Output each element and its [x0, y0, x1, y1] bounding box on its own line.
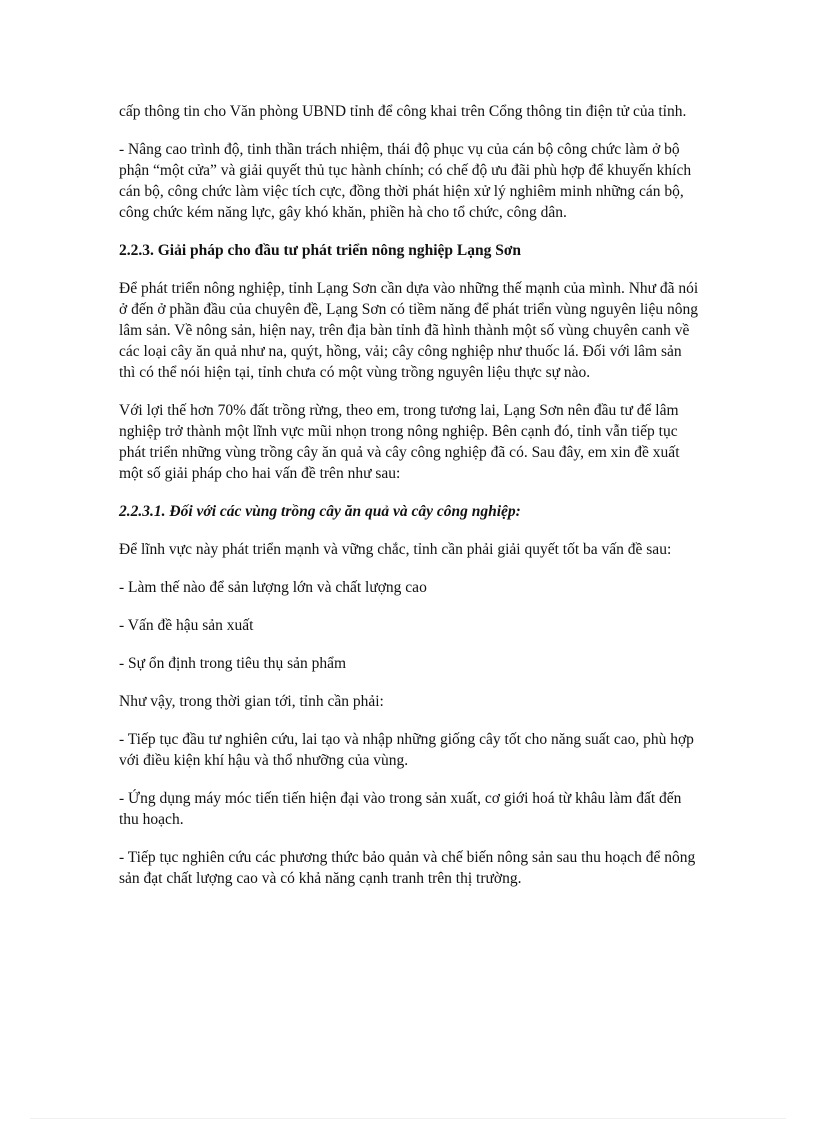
list-item-post-production: - Vấn đề hậu sản xuất [119, 617, 254, 634]
paragraph-three-issues: Để lĩnh vực này phát triển mạnh và vững chắc, tỉnh cần phải giải quyết tốt ba vấn đề sau: [119, 541, 672, 558]
paragraph-therefore: Như vậy, trong thời gian tới, tỉnh cần phải: [119, 693, 384, 710]
list-item-consumption: - Sự ổn định trong tiêu thụ sản phẩm [119, 655, 347, 672]
list-item-yield-quality: - Làm thế nào để sản lượng lớn và chất lượng cao [119, 579, 427, 596]
paragraph-forestry: Với lợi thế hơn 70% đất trồng rừng, theo em, trong tương lai, Lạng Sơn nên đầu tư để lâm nghiệp trở thành một lĩnh vực mũi nhọn trong nông nghiệp. Bên cạnh đó, tỉnh vẫn tiếp tục phát triển những vùng trồng cây ăn quả và cây công nghiệp đã có. Sau đây, em xin đề xuất một số giải pháp cho hai vấn đề trên như sau: [119, 402, 680, 482]
page-bottom-divider [30, 1118, 786, 1119]
paragraph-bullet-capacity: - Nâng cao trình độ, tinh thần trách nhiệm, thái độ phục vụ của cán bộ công chức làm ở bộ phận “một cửa” và giải quyết thủ tục hành chính; có chế độ ưu đãi phù hợp để khuyến khích cán bộ, công chức làm việc tích cực, đồng thời phát hiện xử lý nghiêm minh những cán bộ, công chức kém năng lực, gây khó khăn, phiền hà cho tổ chức, công dân. [119, 141, 692, 221]
list-item-preservation: - Tiếp tục nghiên cứu các phương thức bảo quản và chế biến nông sản sau thu hoạch để nông sản đạt chất lượng cao và có khả năng cạnh tranh trên thị trường. [119, 849, 696, 887]
document-page [119, 101, 699, 906]
section-heading-2-2-3: 2.2.3. Giải pháp cho đầu tư phát triển nông nghiệp Lạng Sơn [119, 242, 522, 259]
list-item-mechanization: - Ứng dụng máy móc tiến tiến hiện đại vào trong sản xuất, cơ giới hoá từ khâu làm đất đến thu hoạch. [119, 790, 682, 828]
paragraph-continuation: cấp thông tin cho Văn phòng UBND tỉnh để công khai trên Cổng thông tin điện tử của tỉnh. [119, 103, 687, 120]
subsection-heading-2-2-3-1: 2.2.3.1. Đối với các vùng trồng cây ăn quả và cây công nghiệp: [119, 503, 521, 520]
paragraph-agriculture-intro: Để phát triển nông nghiệp, tỉnh Lạng Sơn cần dựa vào những thế mạnh của mình. Như đã nói ở đến ở phần đầu của chuyên đề, Lạng Sơn có tiềm năng để phát triển vùng nguyên liệu nông lâm sản. Về nông sản, hiện nay, trên địa bàn tỉnh đã hình thành một số vùng chuyên canh về các loại cây ăn quả như na, quýt, hồng, vải; cây công nghiệp như thuốc lá. Đối với lâm sản thì có thể nói hiện tại, tỉnh chưa có một vùng trồng nguyên liệu thực sự nào. [119, 280, 699, 381]
list-item-research-breeding: - Tiếp tục đầu tư nghiên cứu, lai tạo và nhập những giống cây tốt cho năng suất cao, phù hợp với điều kiện khí hậu và thổ nhưỡng của vùng. [119, 731, 694, 769]
